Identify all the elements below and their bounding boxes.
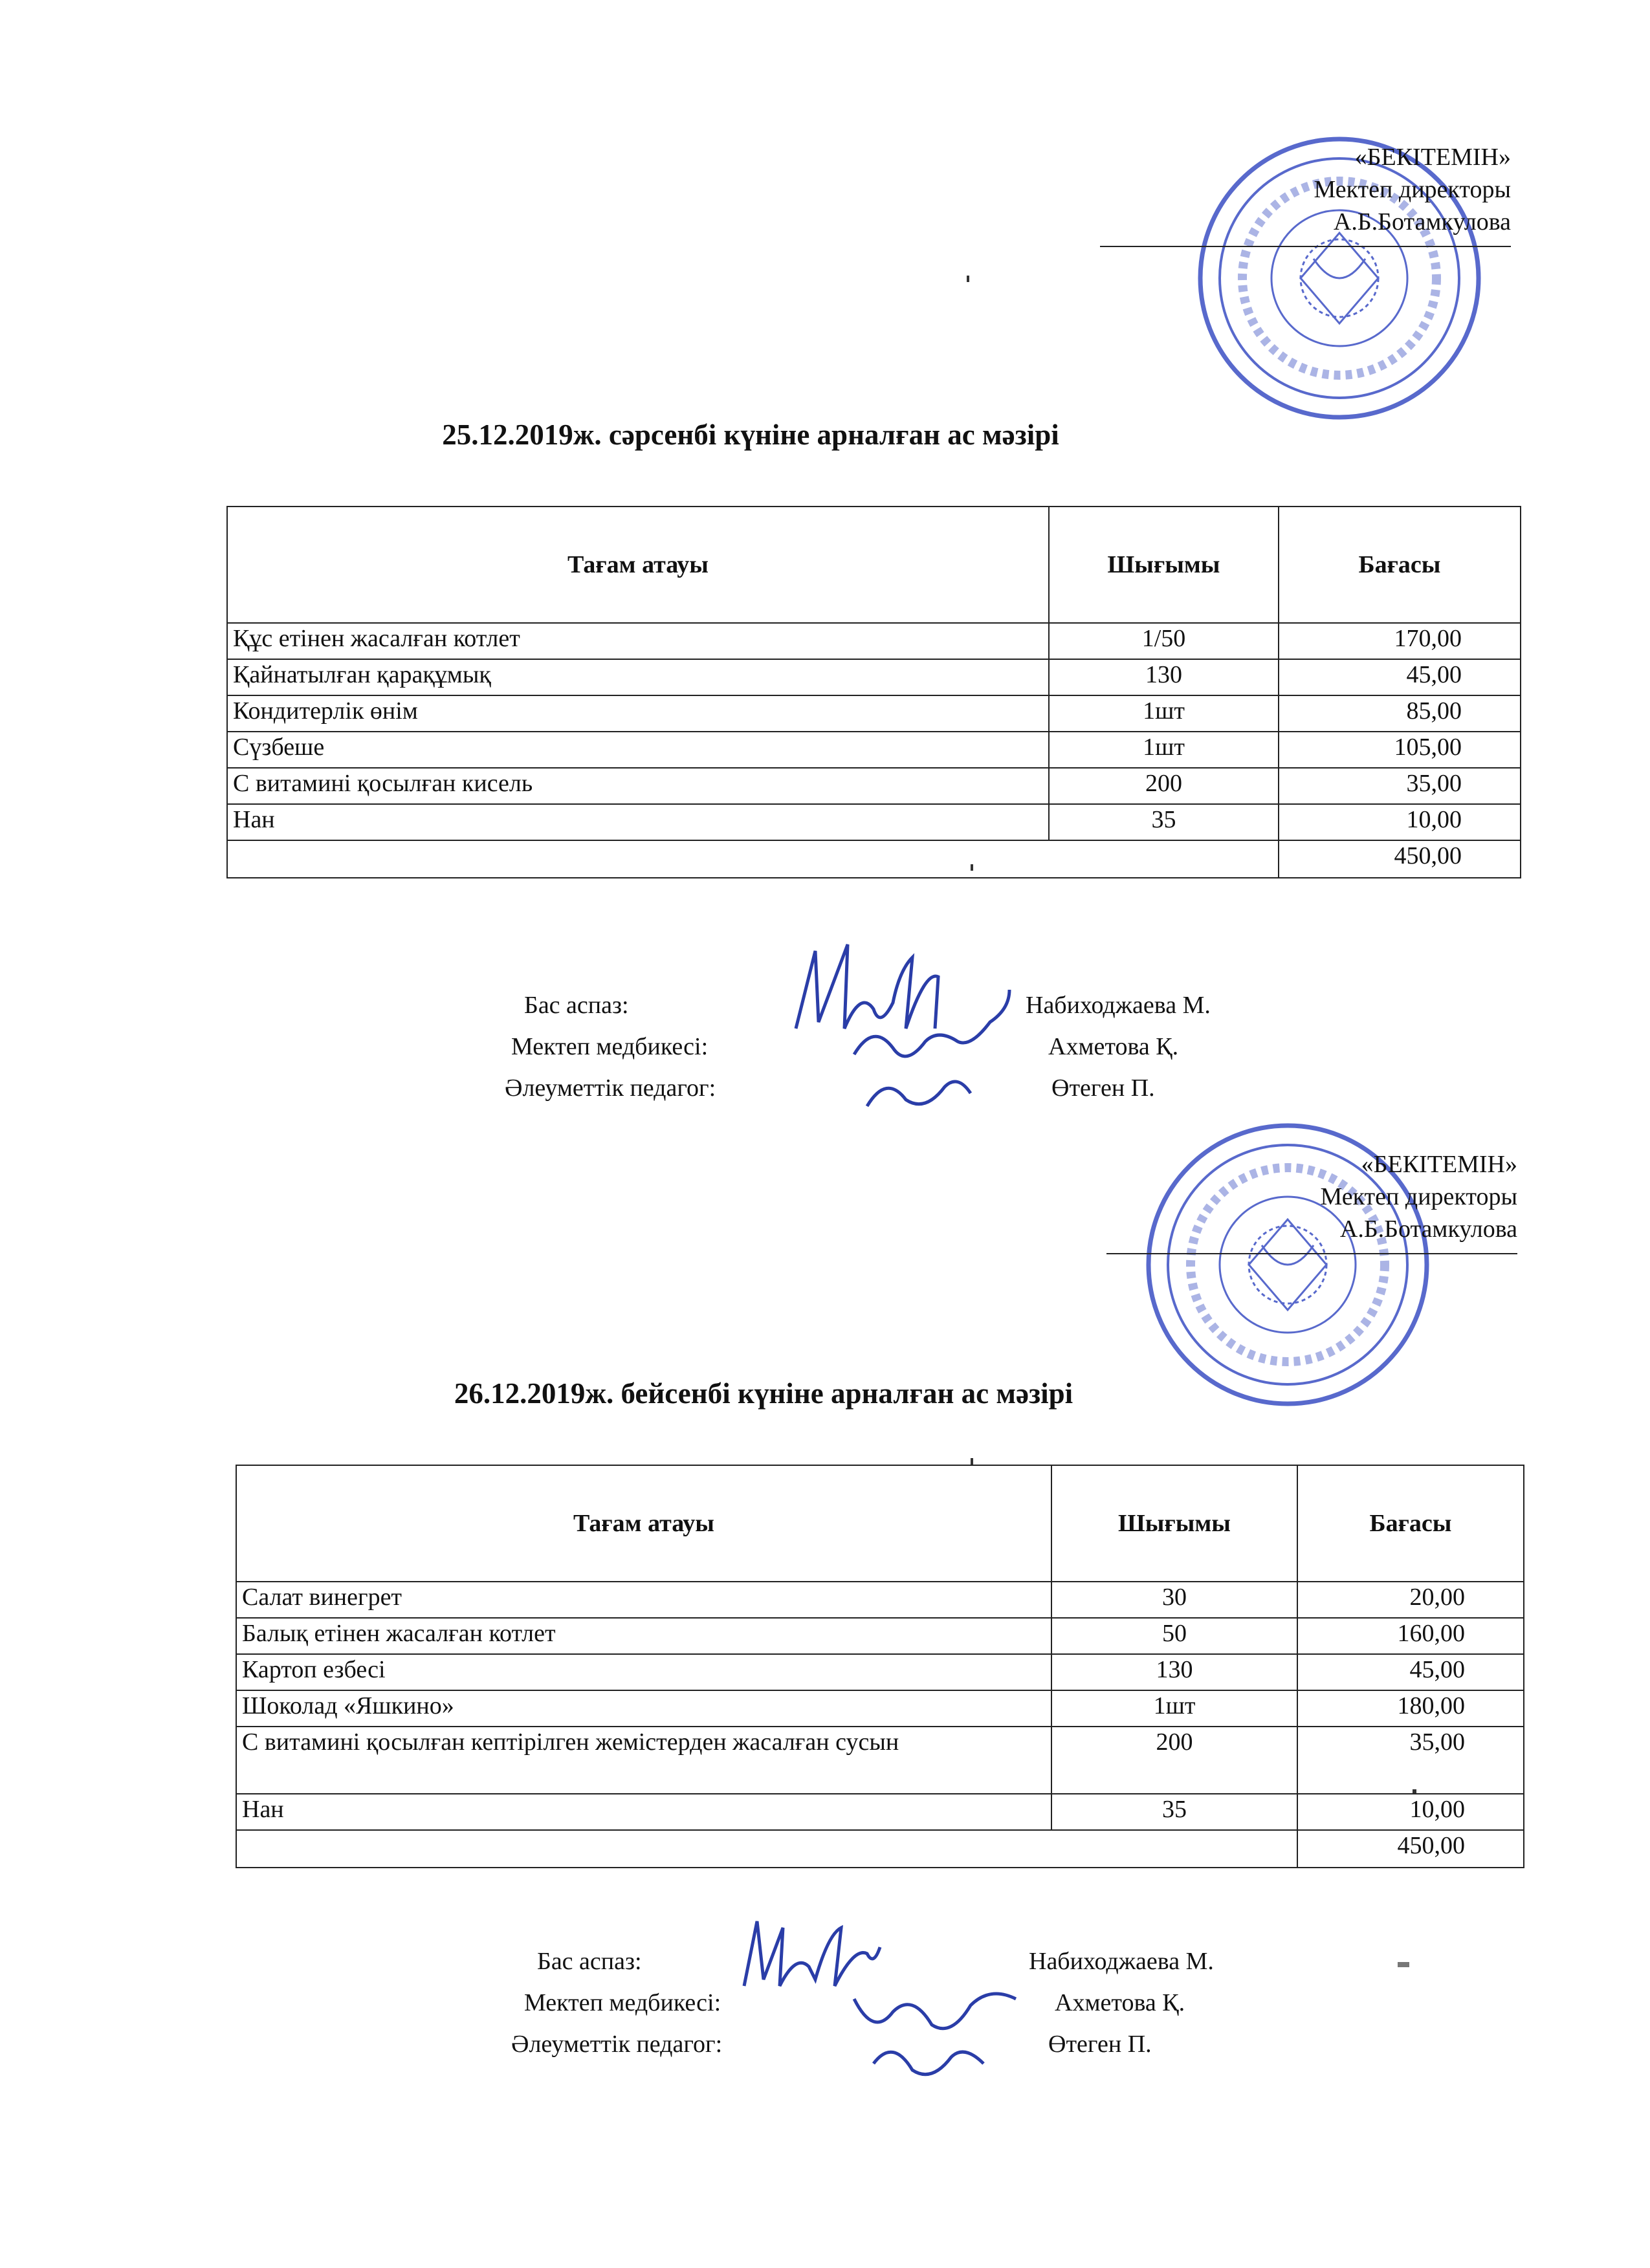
table-row [236,1618,1524,1654]
dish-price: 180,00 [1297,1690,1524,1727]
dish-name: С витамині қосылған кисель [227,768,1049,804]
approval-block [1106,1148,1517,1254]
dish-name: Қайнатылған қарақұмық [227,659,1049,695]
approval-role: Мектеп директоры [1314,176,1511,203]
dish-price: 170,00 [1279,623,1521,659]
approval-signature-line [1100,238,1511,247]
scan-mark [971,1458,973,1465]
header-price: Бағасы [1297,1465,1524,1582]
total-price: 450,00 [1297,1830,1524,1868]
scan-mark [1398,1962,1409,1967]
dish-yield: 130 [1051,1654,1297,1690]
dish-price: 105,00 [1279,732,1521,768]
menu-title: 25.12.2019ж. сәрсенбі күніне арналған ас мәзірі [442,419,1059,451]
dish-name: Шоколад «Яшкино» [236,1690,1051,1727]
table-row [227,695,1521,732]
dish-price: 160,00 [1297,1618,1524,1654]
signature-role: Мектеп медбикесі: [524,1989,721,2016]
dish-name: Сүзбеше [227,732,1049,768]
handwritten-signature [776,932,1022,1126]
signature-role: Мектеп медбикесі: [511,1033,709,1060]
approval-signature-line [1106,1245,1517,1254]
table-row [227,659,1521,695]
approval-role: Мектеп директоры [1320,1183,1517,1210]
dish-yield: 200 [1051,1727,1297,1794]
signature-role: Бас аспаз: [537,1948,642,1975]
table-row [236,1690,1524,1727]
menu-title: 26.12.2019ж. бейсенбі күніне арналған ас мәзірі [454,1377,1073,1410]
dish-yield: 1/50 [1049,623,1279,659]
table-row [227,623,1521,659]
dish-price: 45,00 [1297,1654,1524,1690]
dish-name: Нан [236,1794,1051,1830]
dish-yield: 50 [1051,1618,1297,1654]
signature-name: Ахметова Қ. [1048,1033,1179,1060]
dish-yield: 35 [1049,804,1279,840]
dish-price: 85,00 [1279,695,1521,732]
dish-yield: 35 [1051,1794,1297,1830]
dish-name: Картоп езбесі [236,1654,1051,1690]
total-price: 450,00 [1279,840,1521,878]
table-row [236,1727,1524,1794]
scan-mark [971,864,973,871]
dish-name: С витамині қосылған кептірілген жемістерден жасалған сусын [236,1727,1051,1794]
signature-name: Набиходжаева М. [1026,992,1211,1019]
signature-role: Әлеуметтік педагог: [505,1074,716,1102]
menu-table [236,1465,1524,1868]
header-yield: Шығымы [1049,507,1279,623]
table-row [227,732,1521,768]
dish-name: Кондитерлік өнім [227,695,1049,732]
dish-price: 35,00 [1279,768,1521,804]
table-row [236,1654,1524,1690]
dish-yield: 200 [1049,768,1279,804]
header-dish-name: Тағам атауы [236,1465,1051,1582]
table-row [227,768,1521,804]
handwritten-signature [725,1908,1035,2096]
signature-name: Өтеген П. [1051,1074,1155,1102]
dish-yield: 30 [1051,1582,1297,1618]
scan-mark [1413,1789,1416,1793]
total-row [227,840,1521,878]
approval-heading: «БЕКІТЕМІН» [1354,144,1511,171]
signature-role: Бас аспаз: [524,992,629,1019]
approval-name: А.Б.Ботамкулова [1339,1216,1517,1243]
dish-name: Құс етінен жасалған котлет [227,623,1049,659]
dish-yield: 130 [1049,659,1279,695]
total-label-cell [236,1830,1297,1868]
dish-yield: 1шт [1049,695,1279,732]
header-dish-name: Тағам атауы [227,507,1049,623]
dish-price: 45,00 [1279,659,1521,695]
signature-name: Ахметова Қ. [1055,1989,1185,2016]
approval-block [1100,141,1511,247]
dish-price: 20,00 [1297,1582,1524,1618]
signature-name: Набиходжаева М. [1029,1948,1214,1975]
signature-role: Әлеуметтік педагог: [511,2031,723,2058]
table-row [227,804,1521,840]
total-row [236,1830,1524,1868]
approval-name: А.Б.Ботамкулова [1333,208,1511,235]
dish-yield: 1шт [1051,1690,1297,1727]
total-label-cell [227,840,1279,878]
dish-yield: 1шт [1049,732,1279,768]
header-price: Бағасы [1279,507,1521,623]
dish-name: Балық етінен жасалған котлет [236,1618,1051,1654]
header-yield: Шығымы [1051,1465,1297,1582]
approval-heading: «БЕКІТЕМІН» [1361,1151,1517,1178]
table-row [236,1582,1524,1618]
table-row [236,1794,1524,1830]
dish-price: 10,00 [1297,1794,1524,1830]
dish-price: 35,00 [1297,1727,1524,1794]
menu-table [226,506,1521,878]
dish-name: Салат винегрет [236,1582,1051,1618]
dish-name: Нан [227,804,1049,840]
signature-name: Өтеген П. [1048,2031,1152,2058]
dish-price: 10,00 [1279,804,1521,840]
scan-mark [967,276,969,282]
